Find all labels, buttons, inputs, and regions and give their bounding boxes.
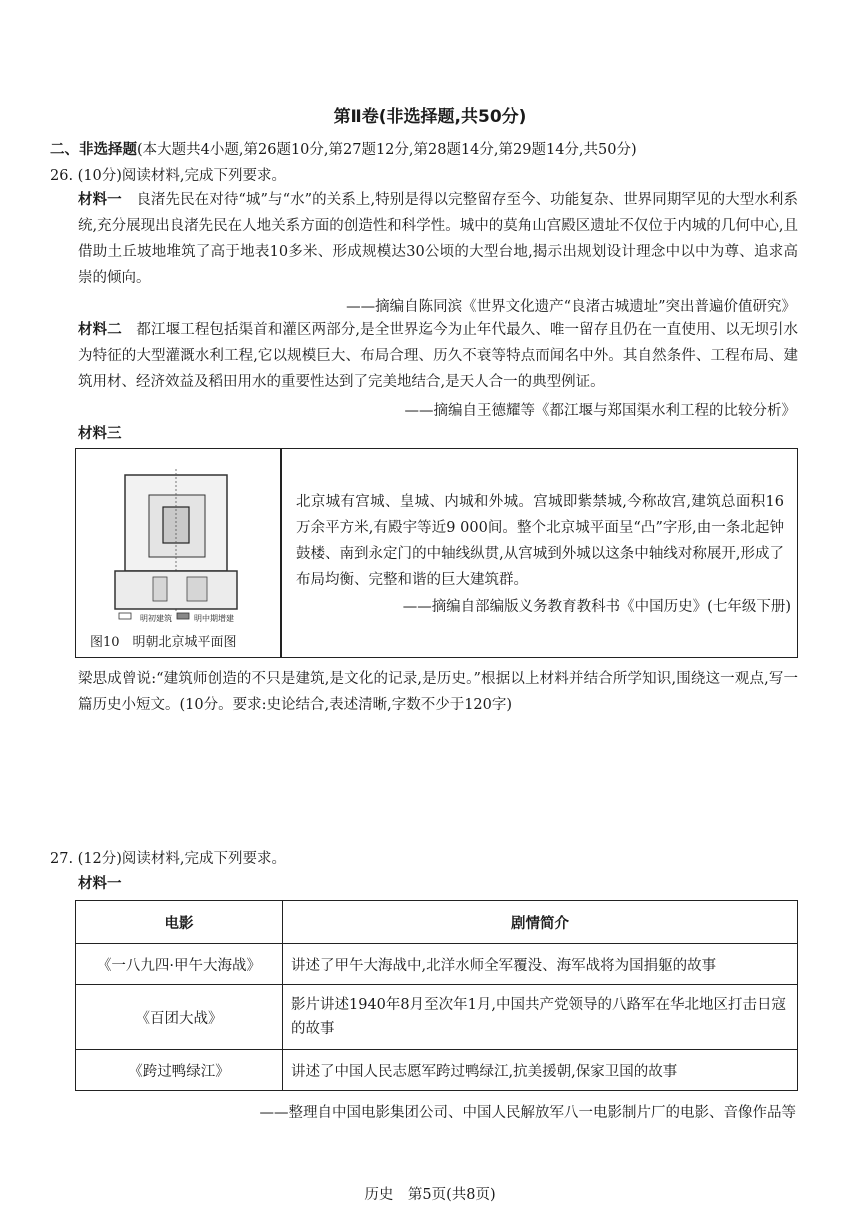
- q26-material-2: [78, 317, 798, 395]
- table-row: [76, 1050, 798, 1091]
- material-3-box: [75, 448, 798, 658]
- material-source: ——摘编自陈同滨《世界文化遗产“良渚古城遗址”突出普遍价值研究》: [346, 299, 796, 315]
- q26-number: 26.: [50, 168, 74, 184]
- table-row: [76, 944, 798, 985]
- film-title: 《一八九四·甲午大海战》: [76, 944, 283, 985]
- q26-stem-line: [50, 166, 286, 186]
- divider: [280, 449, 282, 657]
- material-text: 北京城有宫城、皇城、内城和外城。宫城即紫禁城,今称故宫,建筑总面积16万余平方米,有殿宇等近9 000间。整个北京城平面呈“凸”字形,由一条北起钟鼓楼、南到永定门的中轴线纵贯,从宫城到外城以这条中轴线对称展开,形成了布局均衡、完整和谐的巨大建筑群。: [296, 494, 784, 588]
- q27-number: 27.: [50, 851, 74, 867]
- page-title: 第Ⅱ卷(非选择题,共50分): [333, 107, 527, 127]
- column-header: 剧情简介: [283, 901, 798, 944]
- column-header: 电影: [76, 901, 283, 944]
- page-footer: 历史 第5页(共8页): [364, 1187, 496, 1203]
- beijing-map-figure: [111, 463, 241, 623]
- figure-caption: 图10 明朝北京城平面图: [90, 635, 237, 650]
- material-label: 材料三: [78, 426, 122, 442]
- material-label: 材料二: [78, 322, 122, 338]
- table-source: ——整理自中国电影集团公司、中国人民解放军八一电影制片厂的电影、音像作品等: [259, 1105, 796, 1121]
- q26-material-1: [78, 187, 798, 291]
- material-label: 材料一: [78, 876, 122, 892]
- section-note: (本大题共4小题,第26题10分,第27题12分,第28题14分,第29题14分,共50分): [137, 142, 637, 158]
- film-summary: 影片讲述1940年8月至次年1月,中国共产党领导的八路军在华北地区打击日寇的故事: [283, 985, 798, 1050]
- table-row: [76, 985, 798, 1050]
- q27-stem: (12分)阅读材料,完成下列要求。: [77, 851, 287, 867]
- film-summary: 讲述了中国人民志愿军跨过鸭绿江,抗美援朝,保家卫国的故事: [283, 1050, 798, 1091]
- q26-stem: (10分)阅读材料,完成下列要求。: [77, 168, 287, 184]
- material-source: ——摘编自王德耀等《都江堰与郑国渠水利工程的比较分析》: [404, 403, 796, 419]
- q27-stem-line: [50, 849, 286, 869]
- map-legend-b: 明中期增建: [194, 614, 234, 623]
- material-text: 都江堰工程包括渠首和灌区两部分,是全世界迄今为止年代最久、唯一留存且仍在一直使用、以无坝引水为特征的大型灌溉水利工程,它以规模巨大、布局合理、历久不衰等特点而闻名中外。其自然条件、工程布局、建筑用材、经济效益及稻田用水的重要性达到了完美地结合,是天人合一的典型例证。: [78, 322, 799, 390]
- film-title: 《跨过鸭绿江》: [76, 1050, 283, 1091]
- material-label: 材料一: [78, 192, 122, 208]
- material-text: 良渚先民在对待“城”与“水”的关系上,特别是得以完整留存至今、功能复杂、世界同期罕见的大型水利系统,充分展现出良渚先民在人地关系方面的创造性和科学性。城中的莫角山宫殿区遗址不仅位于内城的几何中心,且借助土丘坡地堆筑了高于地表10多米、形成规模达30公顷的大型台地,揭示出规划设计理念中以中为尊、追求高崇的倾向。: [78, 192, 799, 286]
- films-table: [75, 900, 798, 1091]
- section-heading: 二、非选择题: [50, 142, 137, 158]
- map-legend-a: 明初建筑: [140, 614, 172, 623]
- film-summary: 讲述了甲午大海战中,北洋水师全军覆没、海军战将为国捐躯的故事: [283, 944, 798, 985]
- table-header-row: [76, 901, 798, 944]
- film-title: 《百团大战》: [76, 985, 283, 1050]
- q26-task: 梁思成曾说:“建筑师创造的不只是建筑,是文化的记录,是历史。”根据以上材料并结合所学知识,围绕这一观点,写一篇历史小短文。(10分。要求:史论结合,表述清晰,字数不少于120字): [78, 671, 798, 713]
- section-heading-line: [50, 140, 637, 160]
- material-source: ——摘编自部编版义务教育教科书《中国历史》(七年级下册): [402, 599, 791, 615]
